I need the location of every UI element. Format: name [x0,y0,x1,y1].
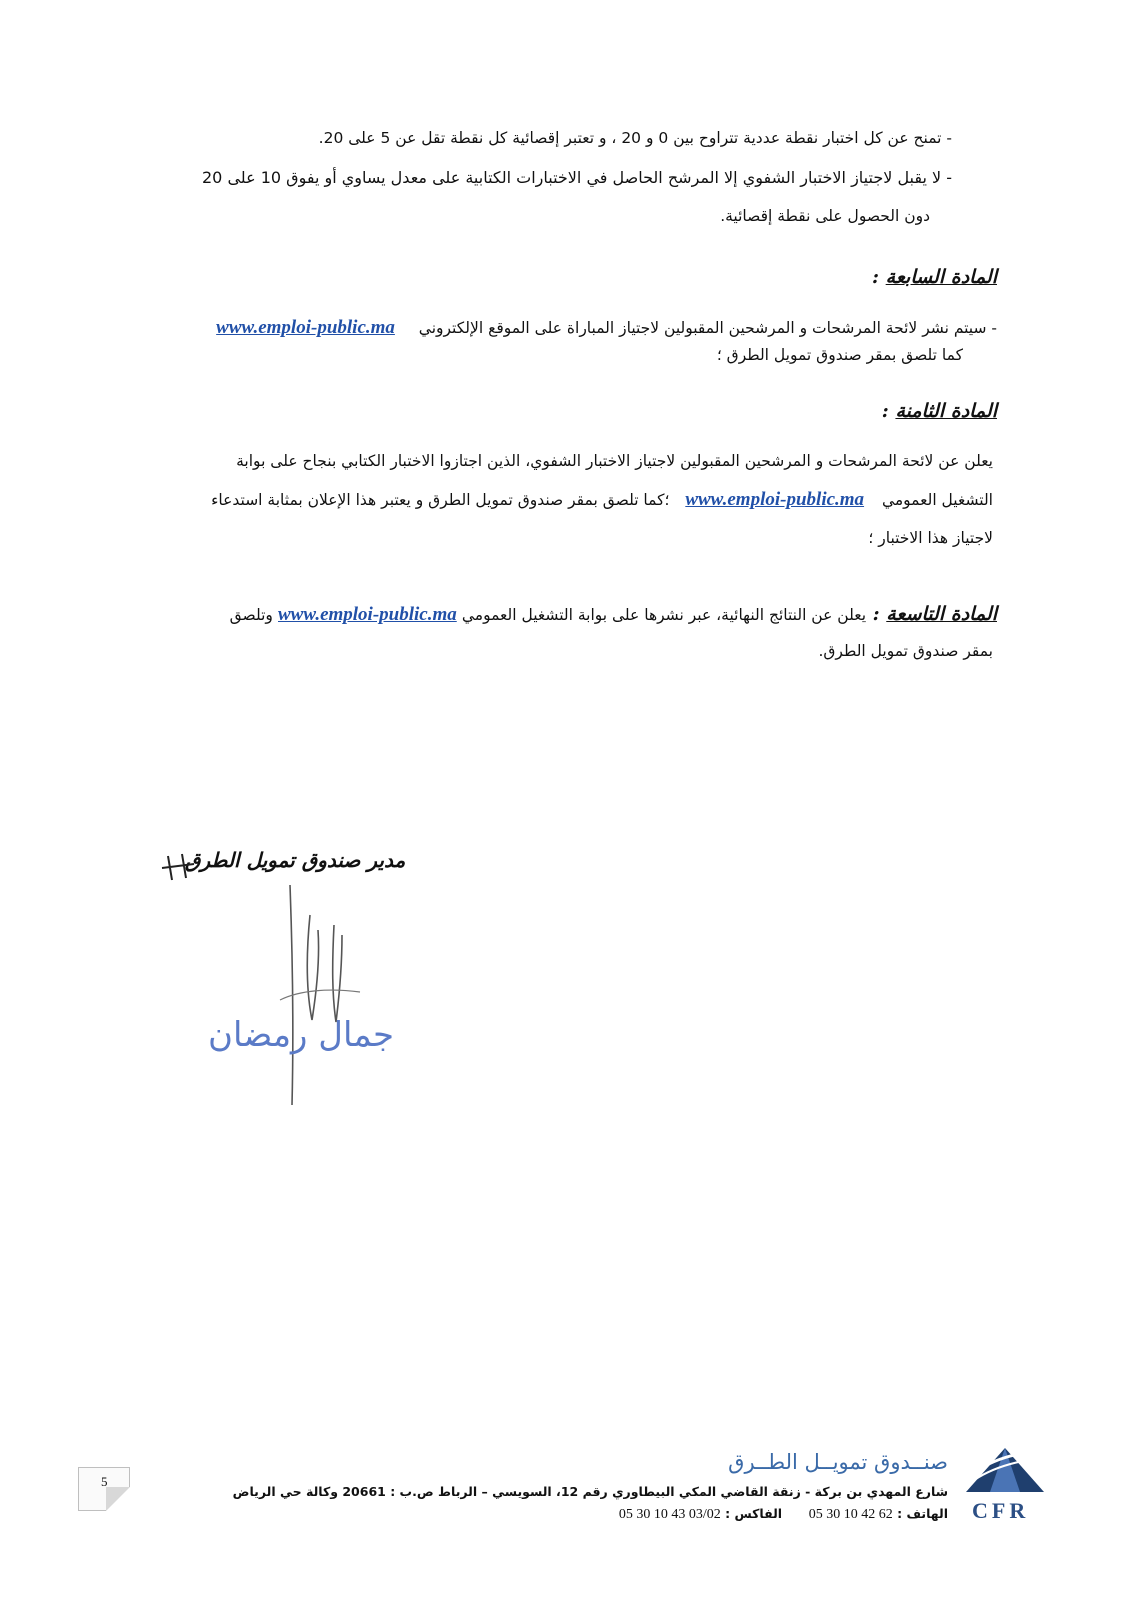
article-9-colon: : [866,603,887,625]
cfr-logo [960,1440,1050,1530]
article-9-line-2: بمقر صندوق تمويل الطرق. [818,642,993,660]
article-8-link[interactable]: www.emploi-public.ma [685,489,865,510]
signatory-title: مدير صندوق تمويل الطرق [185,848,406,872]
article-7-title: المادة السابعة [885,266,997,288]
signatory-name: جمال رمضان [208,1015,394,1055]
title-mark-icon [160,850,200,886]
article-8-portal-text: التشغيل العمومي [881,491,993,509]
page-fold-icon [106,1487,130,1511]
footer-fax-label: الفاكس : [725,1506,783,1521]
footer-address: شارع المهدي بن بركة - زنقة القاضي المكي البيطاوري رقم 12، السويسي – الرباط ص.ب : 20661 وكالة حي الرياض [232,1484,948,1499]
article-9-line-1 [230,603,997,626]
handwritten-signature [270,880,380,1110]
road-triangle-icon [960,1440,1050,1500]
article-8-title: المادة الثامنة [895,400,997,422]
article-7-heading [872,266,997,288]
article-9-title: المادة التاسعة [886,603,997,625]
article-9-text: يعلن عن النتائج النهائية، عبر نشرها على بوابة التشغيل العمومي [461,606,867,624]
footer-phone-label: الهاتف : [897,1506,948,1521]
article-8-notice-text: ؛كما تلصق بمقر صندوق تمويل الطرق و يعتبر هذا الإعلان بمثابة استدعاء [211,491,670,509]
article-7-text: - سيتم نشر لائحة المرشحات و المرشحين المقبولين لاجتياز المباراة على الموقع الإلكتروني [418,319,997,337]
footer-contacts [619,1506,948,1523]
article-9-affix-text: وتلصق [229,606,273,624]
article-7-line-2: كما تلصق بمقر صندوق تمويل الطرق ؛ [716,346,963,364]
article-9-link[interactable]: www.emploi-public.ma [278,604,457,625]
page-number-box [78,1467,130,1511]
footer-org-name: صنــدوق تمويــل الطــرق [728,1450,948,1474]
article-8-line-3: لاجتياز هذا الاختبار ؛ [868,529,993,547]
article-8-colon: : [881,400,896,422]
article-7-colon: : [872,266,886,288]
article-8-heading [882,400,997,422]
article-8-line-1: يعلن عن لائحة المرشحات و المرشحين المقبولين لاجتياز الاختبار الشفوي، الذين اجتازوا الاختبار الكتابي بنجاح على بوابة [236,452,993,470]
rule-oral-admission: - لا يقبل لاجتياز الاختبار الشفوي إلا المرشح الحاصل في الاختبارات الكتابية على معدل يساوي أو يفوق 10 على 20 [202,168,952,187]
article-7-link[interactable]: www.emploi-public.ma [216,317,395,338]
rule-no-eliminatory: دون الحصول على نقطة إقصائية. [720,207,930,225]
rule-score-range: - تمنح عن كل اختبار نقطة عددية تتراوح بين 0 و 20 ، و تعتبر إقصائية كل نقطة تقل عن 5 على 20. [318,129,952,147]
cfr-logo-text: CFR [972,1498,1030,1523]
page-number: 5 [101,1474,108,1489]
article-7-line-1 [216,317,997,339]
footer-phone: 05 30 10 42 62 [808,1507,893,1522]
article-8-line-2 [211,489,993,511]
footer-fax: 05 30 10 43 03/02 [618,1507,721,1522]
